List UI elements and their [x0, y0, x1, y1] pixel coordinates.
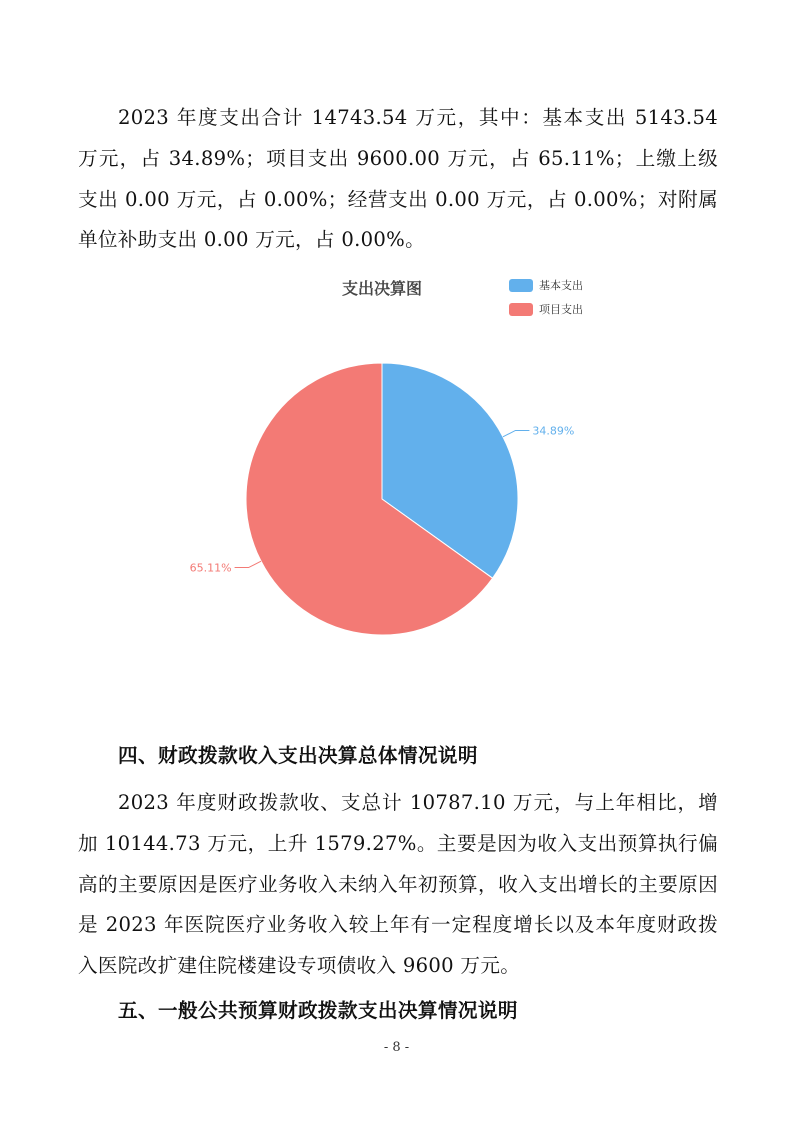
body-paragraph-expenditure-total: 2023 年度支出合计 14743.54 万元，其中：基本支出 5143.54 万元，占 34.89%；项目支出 9600.00 万元，占 65.11%；上缴上级支出 0.00 万元，占 0.00%；经营支出 0.00 万元，占 0.00%；对附属单位补助支出 0.00 万元，占 0.00%。: [78, 106, 718, 252]
pie-data-label-1: 34.89%: [532, 424, 575, 438]
body-paragraph-fiscal-total: 2023 年度财政拨款收、支总计 10787.10 万元，与上年相比，增加 10144.73 万元，上升 1579.27%。主要是因为收入支出预算执行偏高的主要原因是医疗业务收入未纳入年初预算，收入支出增长的主要原因是 2023 年医院医疗业务收入较上年有一定程度增长以及本年度财政拨入医院改扩建住院楼建设专项债收入 9600 万元。: [78, 791, 718, 978]
expenditure-pie-chart: [0, 262, 793, 652]
legend-label-2: 项目支出: [539, 303, 583, 316]
pie-slices: [246, 363, 518, 635]
pie-data-label-2: 65.11%: [189, 561, 232, 575]
section-heading-4: 四、财政拨款收入支出决算总体情况说明: [118, 744, 478, 767]
chart-legend: [509, 278, 583, 316]
legend-label-1: 基本支出: [539, 279, 583, 292]
pie-leader-line-1: [503, 430, 529, 436]
legend-swatch-1: [509, 279, 533, 292]
legend-swatch-2: [509, 303, 533, 316]
pie-leader-line-2: [235, 561, 261, 567]
page-number: - 8 -: [383, 1040, 410, 1055]
chart-title: 支出决算图: [341, 279, 423, 298]
section-heading-5: 五、一般公共预算财政拨款支出决算情况说明: [118, 999, 518, 1022]
